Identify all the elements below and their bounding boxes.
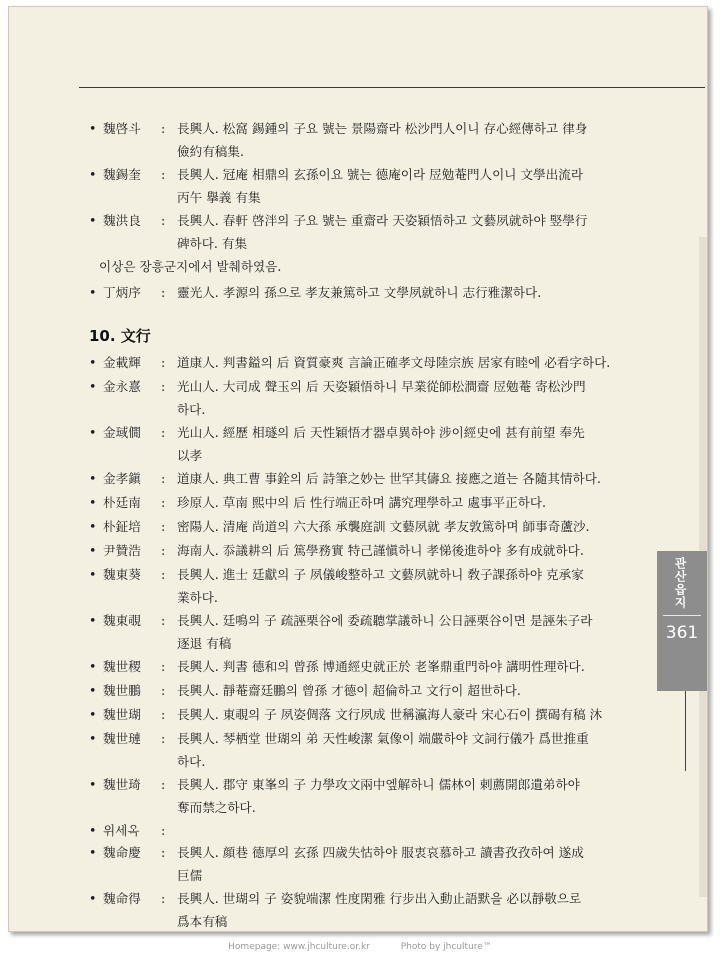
footer-homepage: Homepage: www.jhculture.or.kr (228, 942, 370, 952)
entry-text-line1: 珍原人. 草南 熙中의 后 性行端正하며 講究理學하고 處事平正하다. (177, 495, 547, 510)
entry-text-line2: 奪而禁之하다. (177, 800, 256, 815)
page-number: 361 (665, 623, 699, 643)
bullet-dot: • (89, 707, 97, 722)
entry-colon: : (161, 731, 166, 746)
entry-text-line2: 儉約有稿集. (177, 144, 244, 159)
entry-colon: : (161, 471, 166, 486)
bullet-dot: • (89, 567, 97, 582)
bullet-dot: • (89, 495, 97, 510)
bullet-dot: • (89, 823, 97, 838)
bullet-dot: • (89, 891, 97, 906)
entry-text-line2: 巨儒 (177, 868, 203, 883)
bullet-dot: • (89, 613, 97, 628)
entry-colon: : (161, 613, 166, 628)
entry-name: 魏世稷 (103, 659, 141, 674)
bullet-dot: • (89, 285, 97, 300)
bullet-dot: • (89, 355, 97, 370)
entry-name: 金琙僩 (103, 425, 141, 440)
entry-text-line1: 密陽人. 清庵 尚道의 六大孫 承襲庭訓 文藝夙就 孝友敦篤하며 師事奇蘆沙. (177, 519, 590, 534)
entry-name: 魏世琦 (103, 777, 141, 792)
entry-colon: : (161, 891, 166, 906)
entry-colon: : (161, 823, 166, 838)
entry-text-line2: 爲本有稿 (177, 914, 228, 929)
entry-text-line1: 長興人. 靜菴齋廷鵬의 曾孫 才德이 超倫하고 文行이 超世하다. (177, 683, 521, 698)
bullet-dot: • (89, 659, 97, 674)
bullet-dot: • (89, 683, 97, 698)
entry-name: 魏命慶 (103, 845, 141, 860)
entry-colon: : (161, 495, 166, 510)
entry-name: 魏世璉 (103, 731, 141, 746)
bullet-dot: • (89, 121, 97, 136)
entry-name: 魏世瑚 (103, 707, 141, 722)
entry-text-line2: 하다. (177, 402, 206, 417)
entry-colon: : (161, 167, 166, 182)
entry-name: 金永憙 (103, 379, 141, 394)
bullet-dot: • (89, 543, 97, 558)
tab-divider (663, 615, 701, 616)
entry-colon: : (161, 379, 166, 394)
entry-text-line1: 長興人. 進士 廷獻의 子 夙儀峻整하고 文藝夙就하니 敎子課孫하야 克承家 (177, 567, 584, 582)
entry-colon: : (161, 519, 166, 534)
bullet-dot: • (89, 845, 97, 860)
bullet-dot: • (89, 379, 97, 394)
entry-name: 丁炳序 (103, 285, 141, 300)
entry-text-line2: 하다. (177, 754, 206, 769)
entry-text-line2: 碑하다. 有集 (177, 236, 248, 251)
entry-name: 金孝鎭 (103, 471, 141, 486)
entry-colon: : (161, 285, 166, 300)
entry-name: 尹贊浩 (103, 543, 141, 558)
chapter-tab (657, 551, 707, 691)
bullet-dot: • (89, 213, 97, 228)
entry-name: 魏洪良 (103, 213, 141, 228)
entry-text-line2: 丙午 擧義 有集 (177, 190, 261, 205)
entry-colon: : (161, 121, 166, 136)
entry-colon: : (161, 845, 166, 860)
entry-text-line1: 道康人. 判書鎰의 后 資質豪爽 言論正確孝文母陸宗族 居家有睦에 必看字하다. (177, 355, 611, 370)
entry-text-line1: 長興人. 琴栖堂 世瑚의 弟 天性峻潔 氣像이 端嚴하야 文詞行儀가 爲世推重 (177, 731, 589, 746)
entry-colon: : (161, 213, 166, 228)
bullet-dot: • (89, 731, 97, 746)
bullet-dot: • (89, 425, 97, 440)
entry-name: 魏東覗 (103, 613, 141, 628)
entry-text-line1: 長興人. 廷鳴의 子 疏誣栗谷에 委疏聽掌議하니 公日誣栗谷이면 是誣朱子라 (177, 613, 593, 628)
entry-name: 魏命得 (103, 891, 141, 906)
entry-colon: : (161, 777, 166, 792)
entry-text-line2: 逐退 有稿 (177, 636, 232, 651)
entry-text-line1: 靈光人. 孝源의 孫으로 孝友兼篤하고 文學夙就하니 志行雅潔하다. (177, 285, 542, 300)
bullet-dot: • (89, 167, 97, 182)
footer-photo-credit: Photo by jhculture™ (400, 942, 492, 952)
entry-text-line1: 長興人. 冠庵 相鼎의 玄孫이요 號는 德庵이라 㞐勉菴門人이니 文學出流라 (177, 167, 583, 182)
entry-colon: : (161, 567, 166, 582)
entry-text-line2: 以孝 (177, 448, 203, 463)
entry-name: 朴鉦培 (103, 519, 141, 534)
entry-text-line1: 長興人. 松窩 錫鍾의 子요 號는 景陽齋라 松沙門人이니 存心經傳하고 律身 (177, 121, 588, 136)
entry-text-line1: 長興人. 東覗의 子 夙姿倜落 文行夙成 世稱瀛海人豪라 宋心石이 撰碣有稿 沐 (177, 707, 603, 722)
bullet-dot: • (89, 471, 97, 486)
entry-text-line1: 海南人. 忝議耕의 后 篤學務實 特己謹愼하니 孝悌後進하야 多有成就하다. (177, 543, 584, 558)
entry-name: 魏東葵 (103, 567, 141, 582)
bullet-dot: • (89, 519, 97, 534)
entry-colon: : (161, 707, 166, 722)
entry-text-line1: 長興人. 判書 德和의 曾孫 博通經史就正於 老峯鼎重門하야 講明性理하다. (177, 659, 585, 674)
chapter-title: 관산읍지 (673, 557, 687, 609)
entry-colon: : (161, 425, 166, 440)
entry-text-line1: 長興人. 世瑚의 子 姿貌端潔 性度閑雅 行步出入動止語默을 必以靜敬으로 (177, 891, 582, 906)
footer (0, 942, 720, 952)
entry-text-line1: 道康人. 典工曹 事銓의 后 詩筆之妙는 世罕其儔요 接應之道는 各隨其情하다. (177, 471, 601, 486)
entry-text-line2: 業하다. (177, 590, 218, 605)
source-note: 이상은 장흥군지에서 발췌하였음. (99, 259, 282, 274)
entry-name: 金載輝 (103, 355, 141, 370)
entry-text-line1: 光山人. 大司成 聲玉의 后 天姿穎悟하니 早業從師松澗齋 㞐勉菴 寄松沙門 (177, 379, 586, 394)
book-page (8, 6, 708, 932)
entry-name: 魏啓斗 (103, 121, 141, 136)
entry-name: 위세옥 (103, 823, 140, 838)
entry-text-line1: 長興人. 春軒 啓泮의 子요 號는 重齋라 天姿穎悟하고 文藝夙就하야 竪學行 (177, 213, 588, 228)
entry-name: 朴廷南 (103, 495, 141, 510)
header-rule (79, 87, 705, 88)
entry-colon: : (161, 543, 166, 558)
entry-name: 魏錫奎 (103, 167, 141, 182)
entry-colon: : (161, 683, 166, 698)
entry-name: 魏世鵬 (103, 683, 141, 698)
entry-colon: : (161, 355, 166, 370)
entry-text-line1: 長興人. 郡守 東峯의 子 力學攻文兩中엪解하니 儒林이 剌薦開郎遺弟하야 (177, 777, 580, 792)
bullet-dot: • (89, 777, 97, 792)
entry-colon: : (161, 659, 166, 674)
side-rule (685, 691, 686, 771)
section-heading: 10. 文行 (89, 327, 151, 345)
entry-text-line1: 長興人. 顔巷 德厚의 玄孫 四歲失怙하야 服衷哀慕하고 讀書孜孜하여 遂成 (177, 845, 584, 860)
entry-text-line1: 光山人. 經歷 相璲의 后 天性穎悟才器卓異하야 涉이經史에 甚有前望 奉先 (177, 425, 585, 440)
